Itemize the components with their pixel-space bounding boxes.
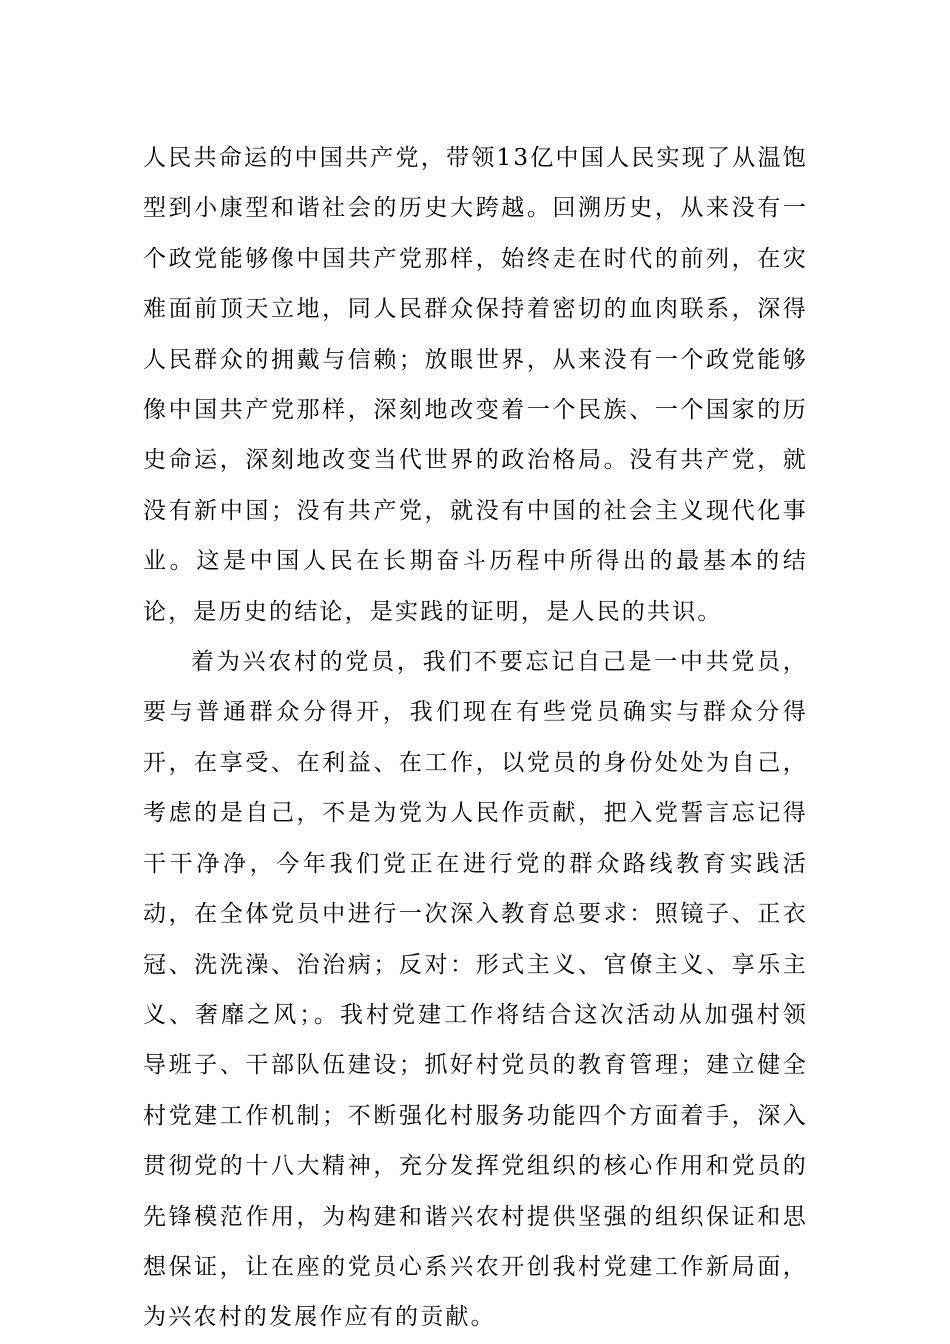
document-body — [143, 133, 808, 1343]
paragraph-1: 人民共命运的中国共产党，带领13亿中国人民实现了从温饱型到小康型和谐社会的历史大跨越。回溯历史，从来没有一个政党能够像中国共产党那样，始终走在时代的前列，在灾难面前顶天立地，同人民群众保持着密切的血肉联系，深得人民群众的拥戴与信赖；放眼世界，从来没有一个政党能够像中国共产党那样，深刻地改变着一个民族、一个国家的历史命运，深刻地改变当代世界的政治格局。没有共产党，就没有新中国；没有共产党，就没有中国的社会主义现代化事业。这是中国人民在长期奋斗历程中所得出的最基本的结论，是历史的结论，是实践的证明，是人民的共识。 — [143, 145, 808, 625]
paragraph-2: 着为兴农村的党员，我们不要忘记自己是一中共党员，要与普通群众分得开，我们现在有些党员确实与群众分得开，在享受、在利益、在工作，以党员的身份处处为自己，考虑的是自己，不是为党为人民作贡献，把入党誓言忘记得干干净净，今年我们党正在进行党的群众路线教育实践活动，在全体党员中进行一次深入教育总要求：照镜子、正衣冠、洗洗澡、治治病；反对：形式主义、官僚主义、享乐主义、奢靡之风；。我村党建工作将结合这次活动从加强村领导班子、干部队伍建设；抓好村党员的教育管理；建立健全村党建工作机制；不断强化村服务功能四个方面着手，深入贯彻党的十八大精神，充分发挥党组织的核心作用和党员的先锋模范作用，为构建和谐兴农村提供坚强的组织保证和思想保证，让在座的党员心系兴农开创我村党建工作新局面，为兴农村的发展作应有的贡献。 — [143, 649, 808, 1331]
